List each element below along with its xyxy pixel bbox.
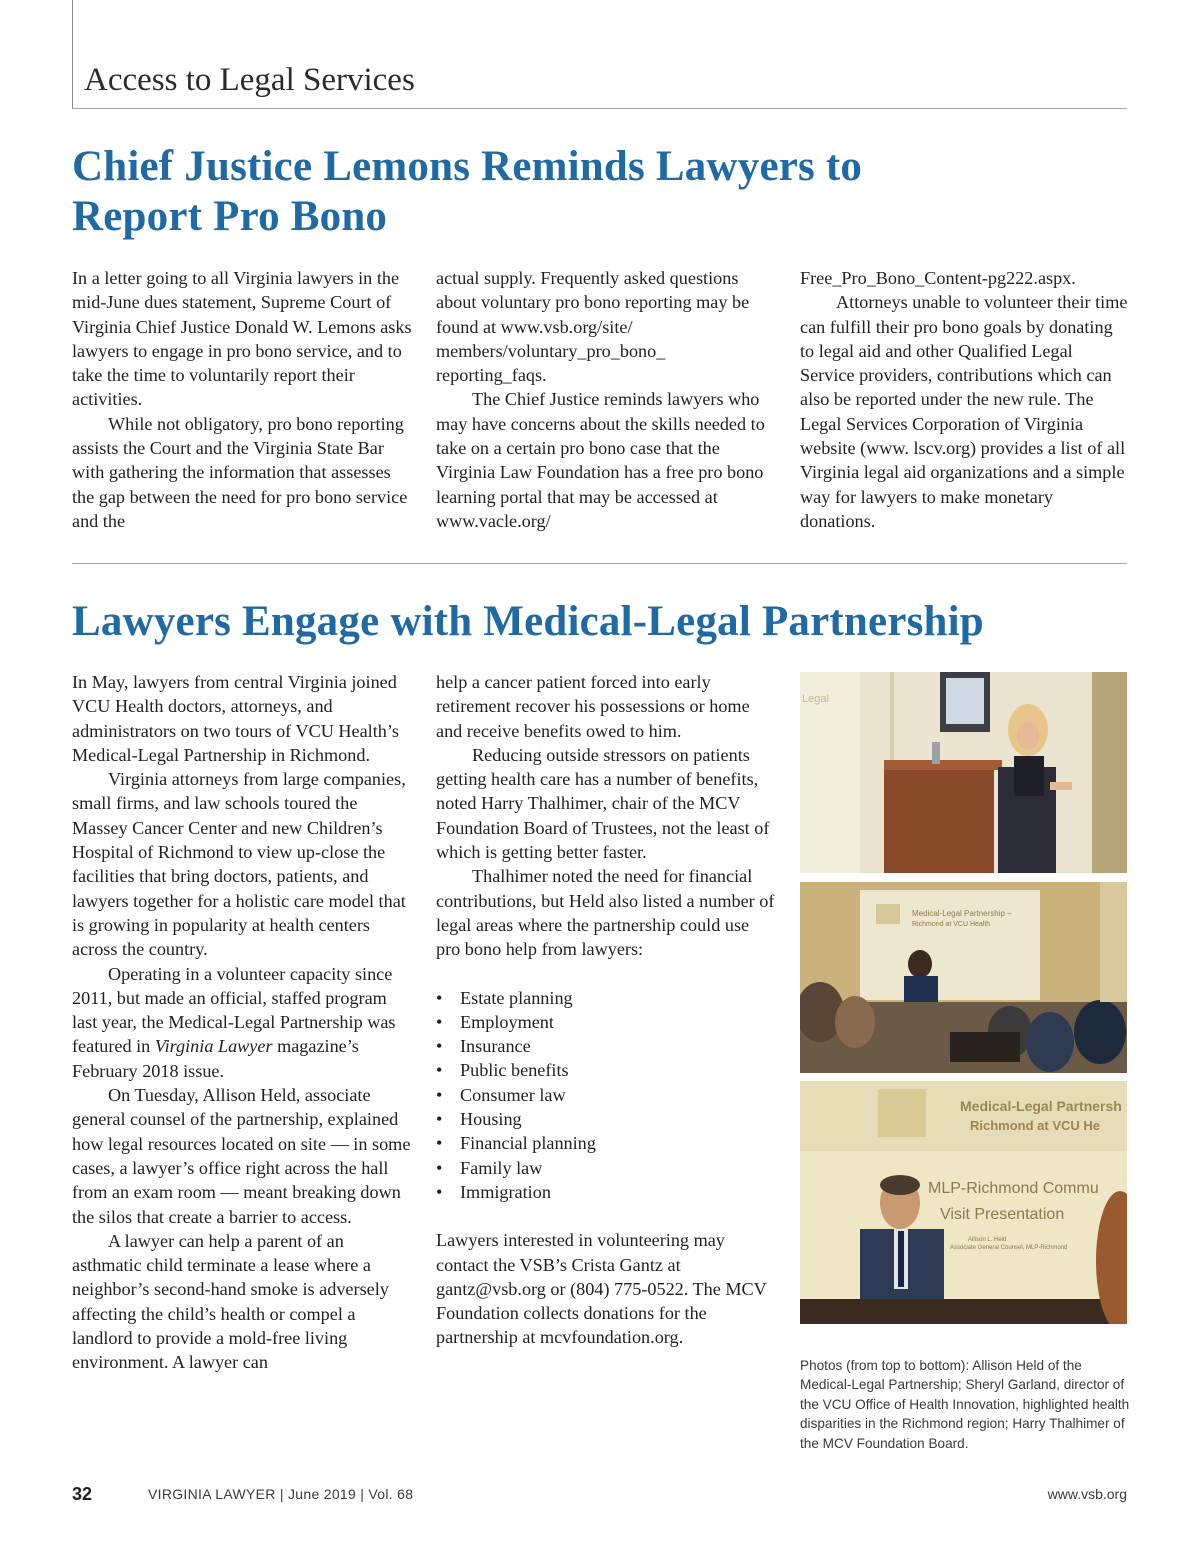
bullet: • (436, 1157, 443, 1178)
article1-column-2 (436, 266, 776, 533)
text-run: Operating in a volunteer capacity since 2011, but made an official, staffed program last year, the Medical-Legal Partnership was featured in (72, 963, 396, 1057)
bullet: • (436, 1181, 443, 1202)
photo-harry-thalhimer (800, 1081, 1127, 1324)
photo-3-image (800, 1081, 1127, 1324)
text-run: magazine’s February 2018 issue. (72, 1036, 359, 1081)
header-vertical-rule (72, 0, 73, 108)
list-item-text: Consumer law (460, 1084, 566, 1105)
slide-title: Medical-Legal Partnersh (960, 1098, 1122, 1114)
slide-line-1: MLP-Richmond Commu (928, 1180, 1099, 1197)
paragraph: While not obligatory, pro bono reporting assists the Court and the Virginia State Bar with gathering the information that assesses the gap between the need for pro bono service and the (72, 413, 408, 531)
list-item (436, 1107, 776, 1131)
photo-caption: Photos (from top to bottom): Allison Held of the Medical-Legal Partnership; Sheryl Garland, director of the VCU Office of Health Innovation, highlighted health disparities in the Richmond region; Harry Thalhimer of the MCV Foundation Board. (800, 1358, 1130, 1451)
article1-headline (72, 142, 972, 242)
paragraph: Attorneys unable to volunteer their time can fulfill their pro bono goals by donating to legal aid and other Qualified Legal Service providers, contributions which can also be reported under the new rule. The Legal Services Corporation of Virginia website (www. lscv.org) provides a list of all Virginia legal aid organizations and a simple way for lawyers to make monetary donations. (800, 292, 1128, 531)
header-divider (72, 108, 1127, 109)
paragraph: Free_Pro_Bono_Content-pg222.aspx. (800, 268, 1076, 288)
list-item-text: Housing (460, 1109, 522, 1130)
slide-line-2: Visit Presentation (940, 1206, 1065, 1223)
page-number: 32 (72, 1484, 93, 1504)
article2-column-1 (72, 670, 412, 1375)
photo-sheryl-garland (800, 882, 1127, 1073)
slide-subtitle: Richmond at VCU Health (912, 921, 991, 928)
article-divider (72, 563, 1127, 564)
article1-column-3 (800, 266, 1130, 533)
paragraph: On Tuesday, Allison Held, associate general counsel of the partnership, explained how legal resources located on site — in some cases, a lawyer’s office right across the hall from an exam room — meant breaking down the silos that create a barrier to access. (72, 1085, 411, 1227)
paragraph: Reducing outside stressors on patients getting health care has a number of benefits, noted Harry Thalhimer, chair of the MCV Foundation Board of Trustees, not the least of which is getting better faster. (436, 744, 770, 863)
section-header: Access to Legal Services (84, 62, 415, 98)
list-item (436, 1131, 776, 1155)
bullet: • (436, 1133, 443, 1154)
paragraph (72, 962, 412, 1083)
list-item (436, 1058, 776, 1082)
paragraph: Virginia attorneys from large companies, small firms, and law schools toured the Massey Cancer Center and new Children’s Hospital of Richmond to view up-close the facilities that bring doctors, patients, and lawyers together for a holistic care model that is growing in popularity at health centers across the country. (72, 769, 406, 960)
list-item (436, 1156, 776, 1180)
photo-allison-held (800, 672, 1127, 873)
article1-headline-line1: Chief Justice Lemons Reminds Lawyers to (72, 143, 863, 190)
list-item-text: Financial planning (460, 1133, 596, 1154)
list-item-text: Employment (460, 1011, 554, 1032)
paragraph: actual supply. Frequently asked questions about voluntary pro bono reporting may be found at www.vsb.org/site/ members/voluntary_pro_bono_ reporting_faqs. (436, 268, 750, 386)
list-item-text: Immigration (460, 1181, 551, 1202)
bullet: • (436, 1060, 443, 1081)
paragraph: The Chief Justice reminds lawyers who may have concerns about the skills needed to take on a certain pro bono case that the Virginia Law Foundation has a free pro bono learning portal that may be accessed at www.vacle.org/ (436, 389, 765, 531)
slide-small-1: Allison L. Held (968, 1237, 1007, 1243)
list-item (436, 986, 776, 1010)
paragraph: In a letter going to all Virginia lawyers in the mid-June dues statement, Supreme Court of Virginia Chief Justice Donald W. Lemons asks lawyers to engage in pro bono service, and to take the time to voluntarily report their activities. (72, 268, 412, 410)
list-item (436, 1010, 776, 1034)
bullet: • (436, 1036, 443, 1057)
list-item (436, 1034, 776, 1058)
bullet: • (436, 1109, 443, 1130)
list-item-text: Public benefits (460, 1060, 569, 1081)
list-item (436, 1083, 776, 1107)
bullet: • (436, 1011, 443, 1032)
list-item-text: Insurance (460, 1036, 531, 1057)
slide-small-2: Associate General Counsel, MLP-Richmond (950, 1245, 1068, 1251)
paragraph: Lawyers interested in volunteering may contact the VSB’s Crista Gantz at gantz@vsb.org or (804) 775-0522. The MCV Foundation collects donations for the partnership at mcvfoundation.org. (436, 1230, 767, 1348)
article1-headline-line2: Report Pro Bono (72, 193, 388, 240)
photo-1-image (800, 672, 1127, 873)
list-item-text: Estate planning (460, 987, 573, 1008)
magazine-title: Virginia Lawyer (154, 1036, 273, 1057)
list-item (436, 1180, 776, 1204)
paragraph: help a cancer patient forced into early retirement recover his possessions or home and receive benefits owed to him. (436, 672, 750, 741)
paragraph: Thalhimer noted the need for financial contributions, but Held also listed a number of legal areas where the partnership could use pro bono help from lawyers: (436, 866, 775, 960)
legal-areas-list (436, 986, 776, 1205)
slide-subtitle: Richmond at VCU He (970, 1118, 1101, 1133)
wall-sign-text: Legal (802, 693, 829, 705)
paragraph: In May, lawyers from central Virginia joined VCU Health doctors, attorneys, and administrators on two tours of VCU Health’s Medical-Legal Partnership in Richmond. (72, 672, 400, 765)
article2-headline: Lawyers Engage with Medical-Legal Partnership (72, 598, 984, 645)
magazine-info: VIRGINIA LAWYER | June 2019 | Vol. 68 (148, 1486, 414, 1502)
list-item-text: Family law (460, 1157, 543, 1178)
website-url: www.vsb.org (1047, 1486, 1127, 1502)
article1-column-1 (72, 266, 412, 533)
bullet: • (436, 987, 443, 1008)
bullet: • (436, 1084, 443, 1105)
article2-column-2 (436, 670, 776, 1350)
paragraph: A lawyer can help a parent of an asthmatic child terminate a lease where a neighbor’s second-hand smoke is adversely affecting the child’s health or compel a landlord to provide a mold-free living environment. A lawyer can (72, 1230, 389, 1373)
photo-2-image (800, 882, 1127, 1073)
slide-title: Medical-Legal Partnership – (912, 909, 1012, 918)
